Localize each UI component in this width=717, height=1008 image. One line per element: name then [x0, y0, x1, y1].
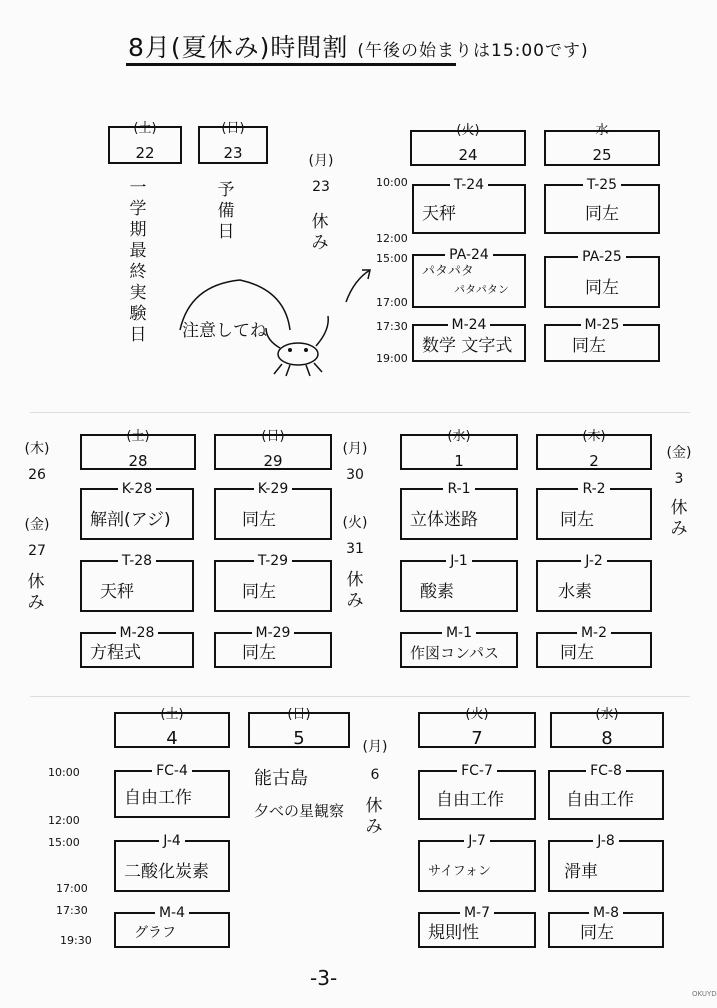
class-slot-t-29[interactable] — [214, 553, 332, 612]
date-label: 8 — [601, 728, 613, 749]
class-code: T-28 — [118, 553, 156, 569]
class-code: J-7 — [464, 833, 490, 849]
class-subject: 酸素 — [420, 582, 454, 602]
class-subject: 同左 — [242, 510, 276, 530]
date-label: 2 — [589, 452, 599, 470]
class-slot-m-7[interactable] — [418, 905, 536, 948]
credit-mark: OKUYD — [692, 990, 717, 998]
day-header-frame — [400, 450, 518, 470]
class-subject: 規則性 — [428, 923, 479, 943]
class-slot-k-28[interactable] — [80, 481, 194, 540]
class-subject-detail: パタパタン — [454, 283, 509, 296]
weekday-label: (日) — [261, 429, 285, 444]
day-mon-23 — [306, 152, 336, 196]
day-header-frame — [198, 142, 268, 164]
time-label: 17:00 — [376, 296, 408, 309]
class-subject: 滑車 — [564, 862, 598, 882]
class-slot-k-29[interactable] — [214, 481, 332, 540]
time-label: 17:30 — [56, 904, 88, 917]
class-code: J-8 — [593, 833, 619, 849]
class-code: J-1 — [446, 553, 472, 569]
class-slot-fc-7[interactable] — [418, 763, 536, 820]
class-code: M-25 — [581, 317, 624, 333]
class-subject: 水素 — [558, 582, 592, 602]
class-subject: 数学 文字式 — [422, 336, 513, 356]
date-label: 22 — [135, 144, 155, 162]
weekday-label: (日) — [287, 707, 311, 722]
class-code: FC-7 — [457, 763, 497, 779]
holiday-note: 休み — [346, 570, 364, 611]
class-code: M-7 — [460, 905, 494, 921]
time-label: 17:30 — [376, 320, 408, 333]
class-subject: 自由工作 — [124, 788, 192, 808]
holiday-note: 休み — [365, 796, 383, 837]
class-code: M-2 — [577, 625, 611, 641]
class-subject: 同左 — [585, 278, 619, 298]
day-header-frame — [410, 146, 526, 166]
day-header-frame — [248, 728, 350, 748]
class-code: T-25 — [583, 177, 621, 193]
holiday-note: 休み — [311, 212, 329, 253]
time-label: 10:00 — [48, 766, 80, 779]
day-header-frame — [80, 450, 196, 470]
weekday-label: (金) — [666, 445, 692, 461]
date-label: 31 — [346, 541, 364, 557]
class-slot-m-2[interactable] — [536, 625, 652, 668]
date-label: 1 — [454, 452, 464, 470]
weekday-label: (土) — [133, 121, 157, 136]
title-underline — [126, 63, 456, 66]
page-title — [128, 28, 589, 64]
weekday-label: (土) — [160, 707, 184, 722]
class-code: T-29 — [254, 553, 292, 569]
time-label: 15:00 — [48, 836, 80, 849]
weekday-label: (木) — [24, 441, 50, 457]
day-mon-6 — [360, 738, 390, 784]
class-subject: 天秤 — [422, 204, 456, 224]
class-slot-pa-25[interactable] — [544, 249, 660, 308]
class-subject: 天秤 — [100, 582, 134, 602]
weekday-label: (土) — [126, 429, 150, 444]
class-slot-m-25[interactable] — [544, 317, 660, 362]
day-header-frame — [536, 450, 652, 470]
class-subject: 同左 — [560, 510, 594, 530]
class-slot-pa-24[interactable] — [412, 247, 526, 308]
class-code: M-24 — [448, 317, 491, 333]
time-label: 19:30 — [60, 934, 92, 947]
date-label: 23 — [312, 179, 330, 195]
class-slot-fc-4[interactable] — [114, 763, 230, 818]
time-label: 19:00 — [376, 352, 408, 365]
class-slot-m-29[interactable] — [214, 625, 332, 668]
class-slot-j-8[interactable] — [548, 833, 664, 892]
class-subject: 作図コンパス — [410, 644, 499, 662]
class-slot-j-4[interactable] — [114, 833, 230, 892]
weekday-label: (火) — [456, 123, 480, 138]
section-divider — [30, 696, 690, 697]
class-slot-fc-8[interactable] — [548, 763, 664, 820]
class-subject: 同左 — [560, 643, 594, 663]
class-slot-m-24[interactable] — [412, 317, 526, 362]
class-slot-m-28[interactable] — [80, 625, 194, 668]
class-code: M-8 — [589, 905, 623, 921]
class-subject: 同左 — [572, 336, 606, 356]
class-subject: 立体迷路 — [410, 510, 478, 530]
class-subject: グラフ — [134, 925, 176, 941]
day-header-frame — [214, 450, 332, 470]
weekday-label: (木) — [582, 429, 606, 444]
weekday-label: (水) — [595, 707, 619, 722]
holiday-note: 休み — [27, 572, 45, 613]
weekday-label: (日) — [221, 121, 245, 136]
class-subject: 方程式 — [90, 643, 141, 663]
date-label: 27 — [28, 543, 46, 559]
time-label: 15:00 — [376, 252, 408, 265]
day-header-frame — [550, 728, 664, 748]
crab-sketch-icon — [170, 270, 370, 380]
class-code: R-2 — [578, 481, 609, 497]
weekday-label: (水) — [447, 429, 471, 444]
caution-note: 注意してね — [182, 321, 267, 341]
class-code: M-29 — [252, 625, 295, 641]
date-label: 24 — [458, 146, 478, 164]
date-label: 5 — [293, 728, 305, 749]
class-subject: 同左 — [585, 204, 619, 224]
class-code: J-4 — [159, 833, 185, 849]
class-slot-t-24[interactable] — [412, 177, 526, 234]
weekday-label: (月) — [308, 153, 334, 169]
day-fri-3 — [664, 444, 694, 488]
date-label: 23 — [223, 144, 243, 162]
date-label: 28 — [128, 452, 148, 470]
star-watching-note: 夕べの星観察 — [254, 802, 345, 820]
nokonoshima-note: 能古島 — [254, 768, 308, 789]
day-tue-31 — [340, 514, 370, 558]
day-thu-26 — [22, 440, 52, 484]
class-code: J-2 — [581, 553, 607, 569]
time-label: 17:00 — [56, 882, 88, 895]
weekday-label: 水 — [595, 123, 609, 138]
weekday-label: (火) — [465, 707, 489, 722]
class-code: T-24 — [450, 177, 488, 193]
class-subject: 自由工作 — [436, 790, 504, 810]
class-subject: 同左 — [242, 582, 276, 602]
date-label: 30 — [346, 467, 364, 483]
class-code: R-1 — [443, 481, 474, 497]
section-divider — [30, 412, 690, 413]
date-label: 3 — [674, 471, 684, 487]
class-subject: サイフォン — [428, 864, 492, 879]
class-slot-j-7[interactable] — [418, 833, 536, 892]
class-slot-j-2[interactable] — [536, 553, 652, 612]
class-slot-j-1[interactable] — [400, 553, 518, 612]
class-code: PA-24 — [445, 247, 493, 263]
page-number: -3- — [310, 966, 338, 990]
holiday-note: 休み — [670, 498, 688, 539]
class-slot-m-8[interactable] — [548, 905, 664, 948]
class-code: FC-8 — [586, 763, 626, 779]
class-subject: 自由工作 — [566, 790, 634, 810]
class-code: M-4 — [155, 905, 189, 921]
class-code: M-28 — [116, 625, 159, 641]
weekday-label: (火) — [342, 515, 368, 531]
class-slot-r-2[interactable] — [536, 481, 652, 540]
date-label: 29 — [263, 452, 283, 470]
class-subject: 同左 — [580, 923, 614, 943]
weekday-label: (金) — [24, 517, 50, 533]
final-experiment-day-note: 一学期最終実験日 — [129, 178, 147, 345]
day-header-frame — [544, 146, 660, 166]
time-label: 12:00 — [48, 814, 80, 827]
class-code: K-29 — [254, 481, 293, 497]
date-label: 7 — [471, 728, 483, 749]
day-header-frame — [418, 728, 536, 748]
class-slot-t-28[interactable] — [80, 553, 194, 612]
date-label: 26 — [28, 467, 46, 483]
date-label: 6 — [370, 767, 380, 783]
class-slot-t-25[interactable] — [544, 177, 660, 234]
weekday-label: (月) — [342, 441, 368, 457]
day-mon-30 — [340, 440, 370, 484]
day-fri-27 — [22, 516, 52, 560]
class-subject: 二酸化炭素 — [124, 862, 209, 882]
class-slot-m-4[interactable] — [114, 905, 230, 948]
title-note: (午後の始まりは15:00です) — [357, 41, 589, 61]
class-code: PA-25 — [578, 249, 626, 265]
weekday-label: (月) — [362, 739, 388, 755]
date-label: 4 — [166, 728, 178, 749]
time-label: 10:00 — [376, 176, 408, 189]
title-main: 8月(夏休み)時間割 — [128, 33, 349, 62]
class-code: K-28 — [118, 481, 157, 497]
day-header-frame — [108, 142, 182, 164]
reserve-day-note: 予備日 — [217, 180, 235, 242]
class-subject: 解剖(アジ) — [90, 510, 171, 530]
date-label: 25 — [592, 146, 612, 164]
class-subject: パタパタ — [422, 264, 474, 279]
class-code: FC-4 — [152, 763, 192, 779]
class-subject: 同左 — [242, 643, 276, 663]
class-code: M-1 — [442, 625, 476, 641]
day-header-frame — [114, 728, 230, 748]
class-slot-m-1[interactable] — [400, 625, 518, 668]
time-label: 12:00 — [376, 232, 408, 245]
class-slot-r-1[interactable] — [400, 481, 518, 540]
